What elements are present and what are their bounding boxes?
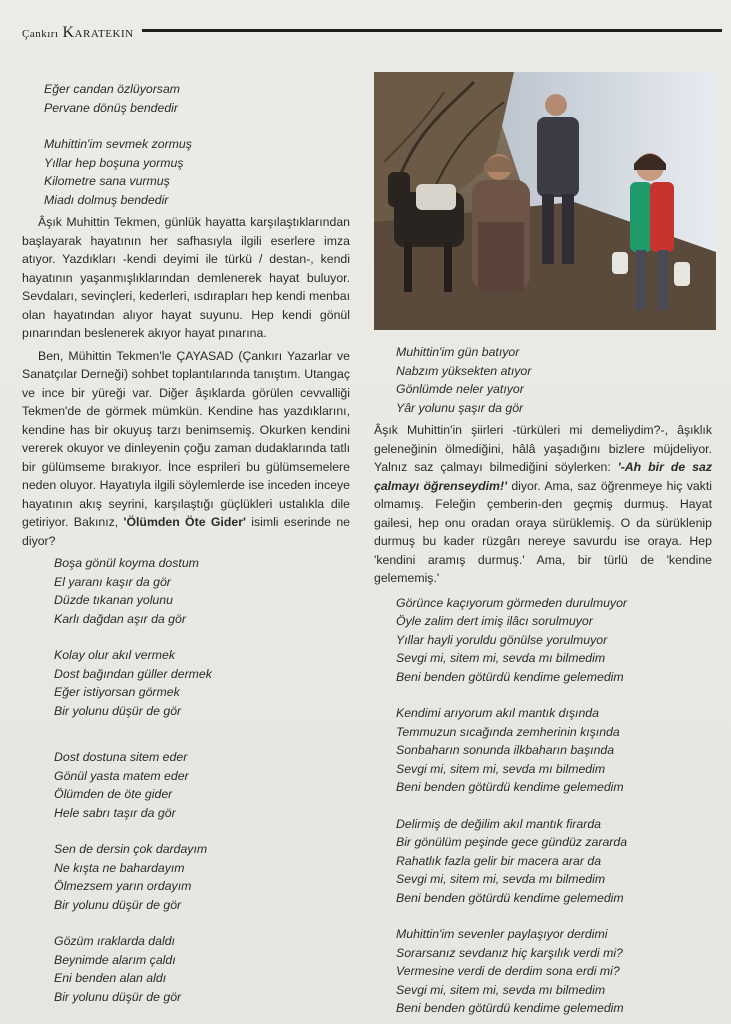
left-column [22,80,350,1006]
poem-line: Beni benden götürdü kendime gelemedim [396,669,624,684]
poem-line: Gönlümde neler yatıyor [396,382,524,396]
photo-illustration [374,72,716,330]
stanza [54,840,350,914]
poem-line: Kilometre sana vurmuş [44,174,170,188]
right-column [374,343,712,1018]
poem-line: Bir yolunu düşür de gör [54,989,182,1004]
poem-line: Beni benden götürdü kendime gelemedim [396,780,624,794]
stanza [396,815,712,908]
poem-line: Dost bağından güller dermek [54,666,212,681]
poem-line: Nabzım yüksekten atıyor [396,363,532,378]
stanza [54,646,350,720]
poem-line: Vermesine verdi de derdim sona erdi mi? [396,964,620,978]
poem-line: Yıllar hayli yoruldu gönülse yorulmuyor [396,632,608,647]
poem-line: Gönül yasta matem eder [54,768,189,783]
paragraph-3 [374,421,712,588]
poem-line: Miadı dolmuş bendedir [44,192,169,207]
poem-line: Muhittin'im gün batıyor [396,345,520,359]
brand-logo [22,24,134,42]
poem-line: Ne kışta ne bahardayım [54,860,185,875]
poem-line: Sen de dersin çok dardayım [54,842,208,856]
poem-title: 'Ölümden Öte Gider' [123,515,246,529]
poem-line: Temmuzun sıcağında zemherinin kışında [396,724,620,739]
poem-line: Bir gönülüm peşinde gece gündüz zararda [396,835,628,849]
poem-line: Eğer istiyorsan görmek [54,685,180,699]
stanza [54,554,350,628]
poem-line: Sevgi mi, sitem mi, sevda mı bilmedim [396,761,606,776]
poem-line: Muhittin'im sevmek zormuş [44,137,192,151]
poem-line: Ölmezsem yarın ordayım [54,879,192,893]
stanza [44,80,350,117]
page-header [22,24,722,44]
poem-line: Sevgi mi, sitem mi, sevda mı bilmedim [396,982,606,997]
paragraph-2 [22,347,350,551]
stanza [396,343,712,417]
poem-line: Pervane dönüş bendedir [44,100,178,115]
quote: '-Ah bir de saz çalmayı öğrenseydim!' [374,460,712,493]
poem-line: Görünce kaçıyorum görmeden durulmuyor [396,595,628,610]
paragraph-2-tail: isimli eserinde ne diyor? [22,515,351,548]
poem-line: Hele sabrı taşır da gör [54,805,176,820]
poem-1 [22,80,350,209]
poem-line: Karlı dağdan aşır da gör [54,611,186,626]
poem-line: Eğer candan özlüyorsam [44,82,181,96]
poem-line: Delirmiş de değilim akıl mantık firarda [396,816,602,831]
poem-line: Muhittin'im sevenler paylaşıyor derdimi [396,927,608,941]
poem-line: Beynimde alarım çaldı [54,952,176,967]
paragraph-3-tail: diyor. Ama, saz öğrenmeye hiç vakti olmamış. Feleğin çemberin-den geçmiş durmuş. Hayat gailesi, hep onu oradan oraya sürüklemiş. O da sürüklenip durmuş bu kader rüzgârı nereye savurdu ise oraya. Hep 'kendini aramış durmuş.' Ama, bir türlü de 'kendine gelememiş.' [374,478,712,585]
poem-line: Gözüm ıraklarda daldı [54,934,175,948]
poem-3 [374,343,712,417]
poem-line: Sonbaharın sonunda ilkbaharın başında [396,743,615,757]
poem-line: Kolay olur akıl vermek [54,648,175,662]
stanza [54,932,350,1006]
stanza [54,748,350,822]
poem-line: Bir yolunu düşür de gör [54,703,182,718]
poem-line: Yâr yolunu şaşır da gör [396,400,524,415]
poem-line: Dost dostuna sitem eder [54,750,188,764]
stanza [44,135,350,209]
poem-line: Eni benden alan aldı [54,971,167,985]
stanza [396,704,712,797]
brand-small: Çankırı [22,28,59,40]
paragraph-3-text: Âşık Muhittin'in şiirleri -türküleri mi demeliydim?-, âşıklık geleneğinin ölmediğini, hâlâ yaşadığını bizlere müjdeliyor. Yalnız saz çalmayı bilmediğini söylerken: [374,423,712,474]
poem-line: Sorarsanız sevdanız hiç karşılık verdi mi? [396,945,623,960]
poem-line: Sevgi mi, sitem mi, sevda mı bilmedim [396,651,606,665]
poem-line: Bir yolunu düşür de gör [54,897,182,912]
poem-line: Beni benden götürdü kendime gelemedim [396,890,624,905]
stanza [396,925,712,1018]
poem-2 [22,554,350,1006]
poem-line: Öyle zalim dert imiş ilâcı sorulmuyor [396,614,593,628]
poem-line: Boşa gönül koyma dostum [54,556,199,570]
poem-line: Sevgi mi, sitem mi, sevda mı bilmedim [396,872,606,886]
poem-line: Ölümden de öte gider [54,787,173,801]
poem-line: Düzde tıkanan yolunu [54,593,173,607]
header-rule [142,29,722,32]
stanza [396,594,712,687]
brand-big: Karatekin [62,24,134,41]
poem-line: Yıllar hep boşuna yormuş [44,155,184,170]
poem-line: Rahatlık fazla gelir bir macera arar da [396,853,602,868]
poem-line: Kendimi arıyorum akıl mantık dışında [396,706,599,720]
poem-line: El yaranı kaşır da gör [54,574,171,589]
paragraph-2-text: Ben, Mühittin Tekmen'le ÇAYASAD (Çankırı Yazarlar ve Sanatçılar Derneği) sohbet toplantılarında tanıştım. Utangaç ve ince bir yüreği var. Diğer âşıklarda görülen cevvalliği Tekmen'de de görmek mümkün. Kendine has yazdıklarını, kendine has bir okuyuş tarzı benimsemiş. Okurken kendini vererek okuyor ve dinleyenin çoğu zaman dudaklarında tatlı bir gülümseme bırakıyor. İnce esprileri bu gülümsemelere neden oluyor. Hayatıyla ilgili söylemlerde ise inceden inceye hayatının akış seyrini, karşılaştığı güçlükleri ustalıkla dile getiriyor. Bakınız, [22,348,350,529]
paragraph-1: Âşık Muhittin Tekmen, günlük hayatta karşılaştıklarından başlayarak hayatının her safhasıyla ilgili eserlere imza atıyor. Yazdıkları -kendi deyimi ile türkü / destan-, kendi hayatının yaşanmışlıklarından demlenerek hayat buluyor. Sevdaları, sevinçleri, kederleri, ısdırapları hep kendi menbaı olan hayatından alıyor hayat suyunu. Hep kendi gönül pınarından beslenerek akıyor hayat pınarına. [22,215,350,340]
poem-4 [374,594,712,1018]
family-photo [374,72,716,330]
poem-line: Beni benden götürdü kendime gelemedim [396,1001,624,1015]
